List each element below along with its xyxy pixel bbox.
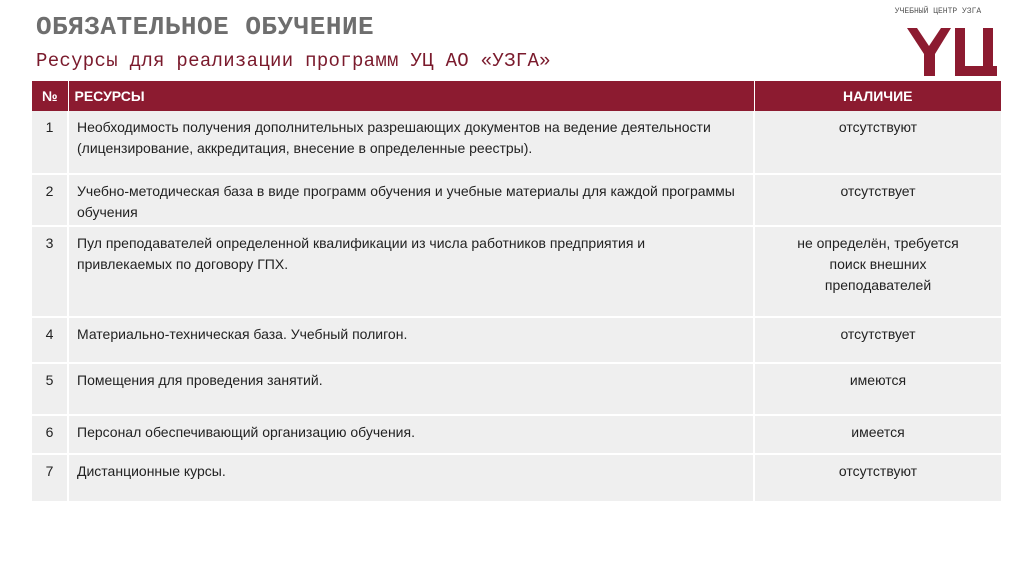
row-resource: Персонал обеспечивающий организацию обучения. [68,415,754,454]
column-header-availability: НАЛИЧИЕ [754,81,1001,111]
row-availability: отсутствуют [754,111,1001,174]
resources-table [32,81,1001,503]
row-availability: отсутствует [754,174,1001,226]
row-availability: отсутствуют [754,454,1001,502]
row-resource: Необходимость получения дополнительных разрешающих документов на ведение деятельности (лицензирование, аккредитация, внесение в определенные реестры). [68,111,754,174]
table-row [32,454,1001,502]
row-number: 3 [32,226,68,317]
page-title: ОБЯЗАТЕЛЬНОЕ ОБУЧЕНИЕ [36,12,375,42]
column-header-num: № [32,81,68,111]
table-row [32,317,1001,363]
row-resource: Помещения для проведения занятий. [68,363,754,415]
row-availability: имеется [754,415,1001,454]
row-availability: отсутствует [754,317,1001,363]
row-availability: имеются [754,363,1001,415]
table-header-row [32,81,1001,111]
row-resource: Материально-техническая база. Учебный полигон. [68,317,754,363]
logo-icon [907,28,997,76]
page-subtitle: Ресурсы для реализации программ УЦ АО «УЗГА» [36,50,551,72]
row-resource: Дистанционные курсы. [68,454,754,502]
table-row [32,111,1001,174]
row-number: 4 [32,317,68,363]
row-number: 5 [32,363,68,415]
row-number: 1 [32,111,68,174]
row-resource: Учебно-методическая база в виде программ обучения и учебные материалы для каждой программы обучения [68,174,754,226]
row-resource: Пул преподавателей определенной квалификации из числа работников предприятия и привлекаемых по договору ГПХ. [68,226,754,317]
table-row [32,415,1001,454]
column-header-resource: РЕСУРСЫ [68,81,754,111]
row-number: 6 [32,415,68,454]
row-number: 7 [32,454,68,502]
logo-caption: УЧЕБНЫЙ ЦЕНТР УЗГА [894,7,982,16]
table-row [32,363,1001,415]
table-row [32,226,1001,317]
row-number: 2 [32,174,68,226]
row-availability: не определён, требуется поиск внешних преподавателей [754,226,1001,317]
table-row [32,174,1001,226]
